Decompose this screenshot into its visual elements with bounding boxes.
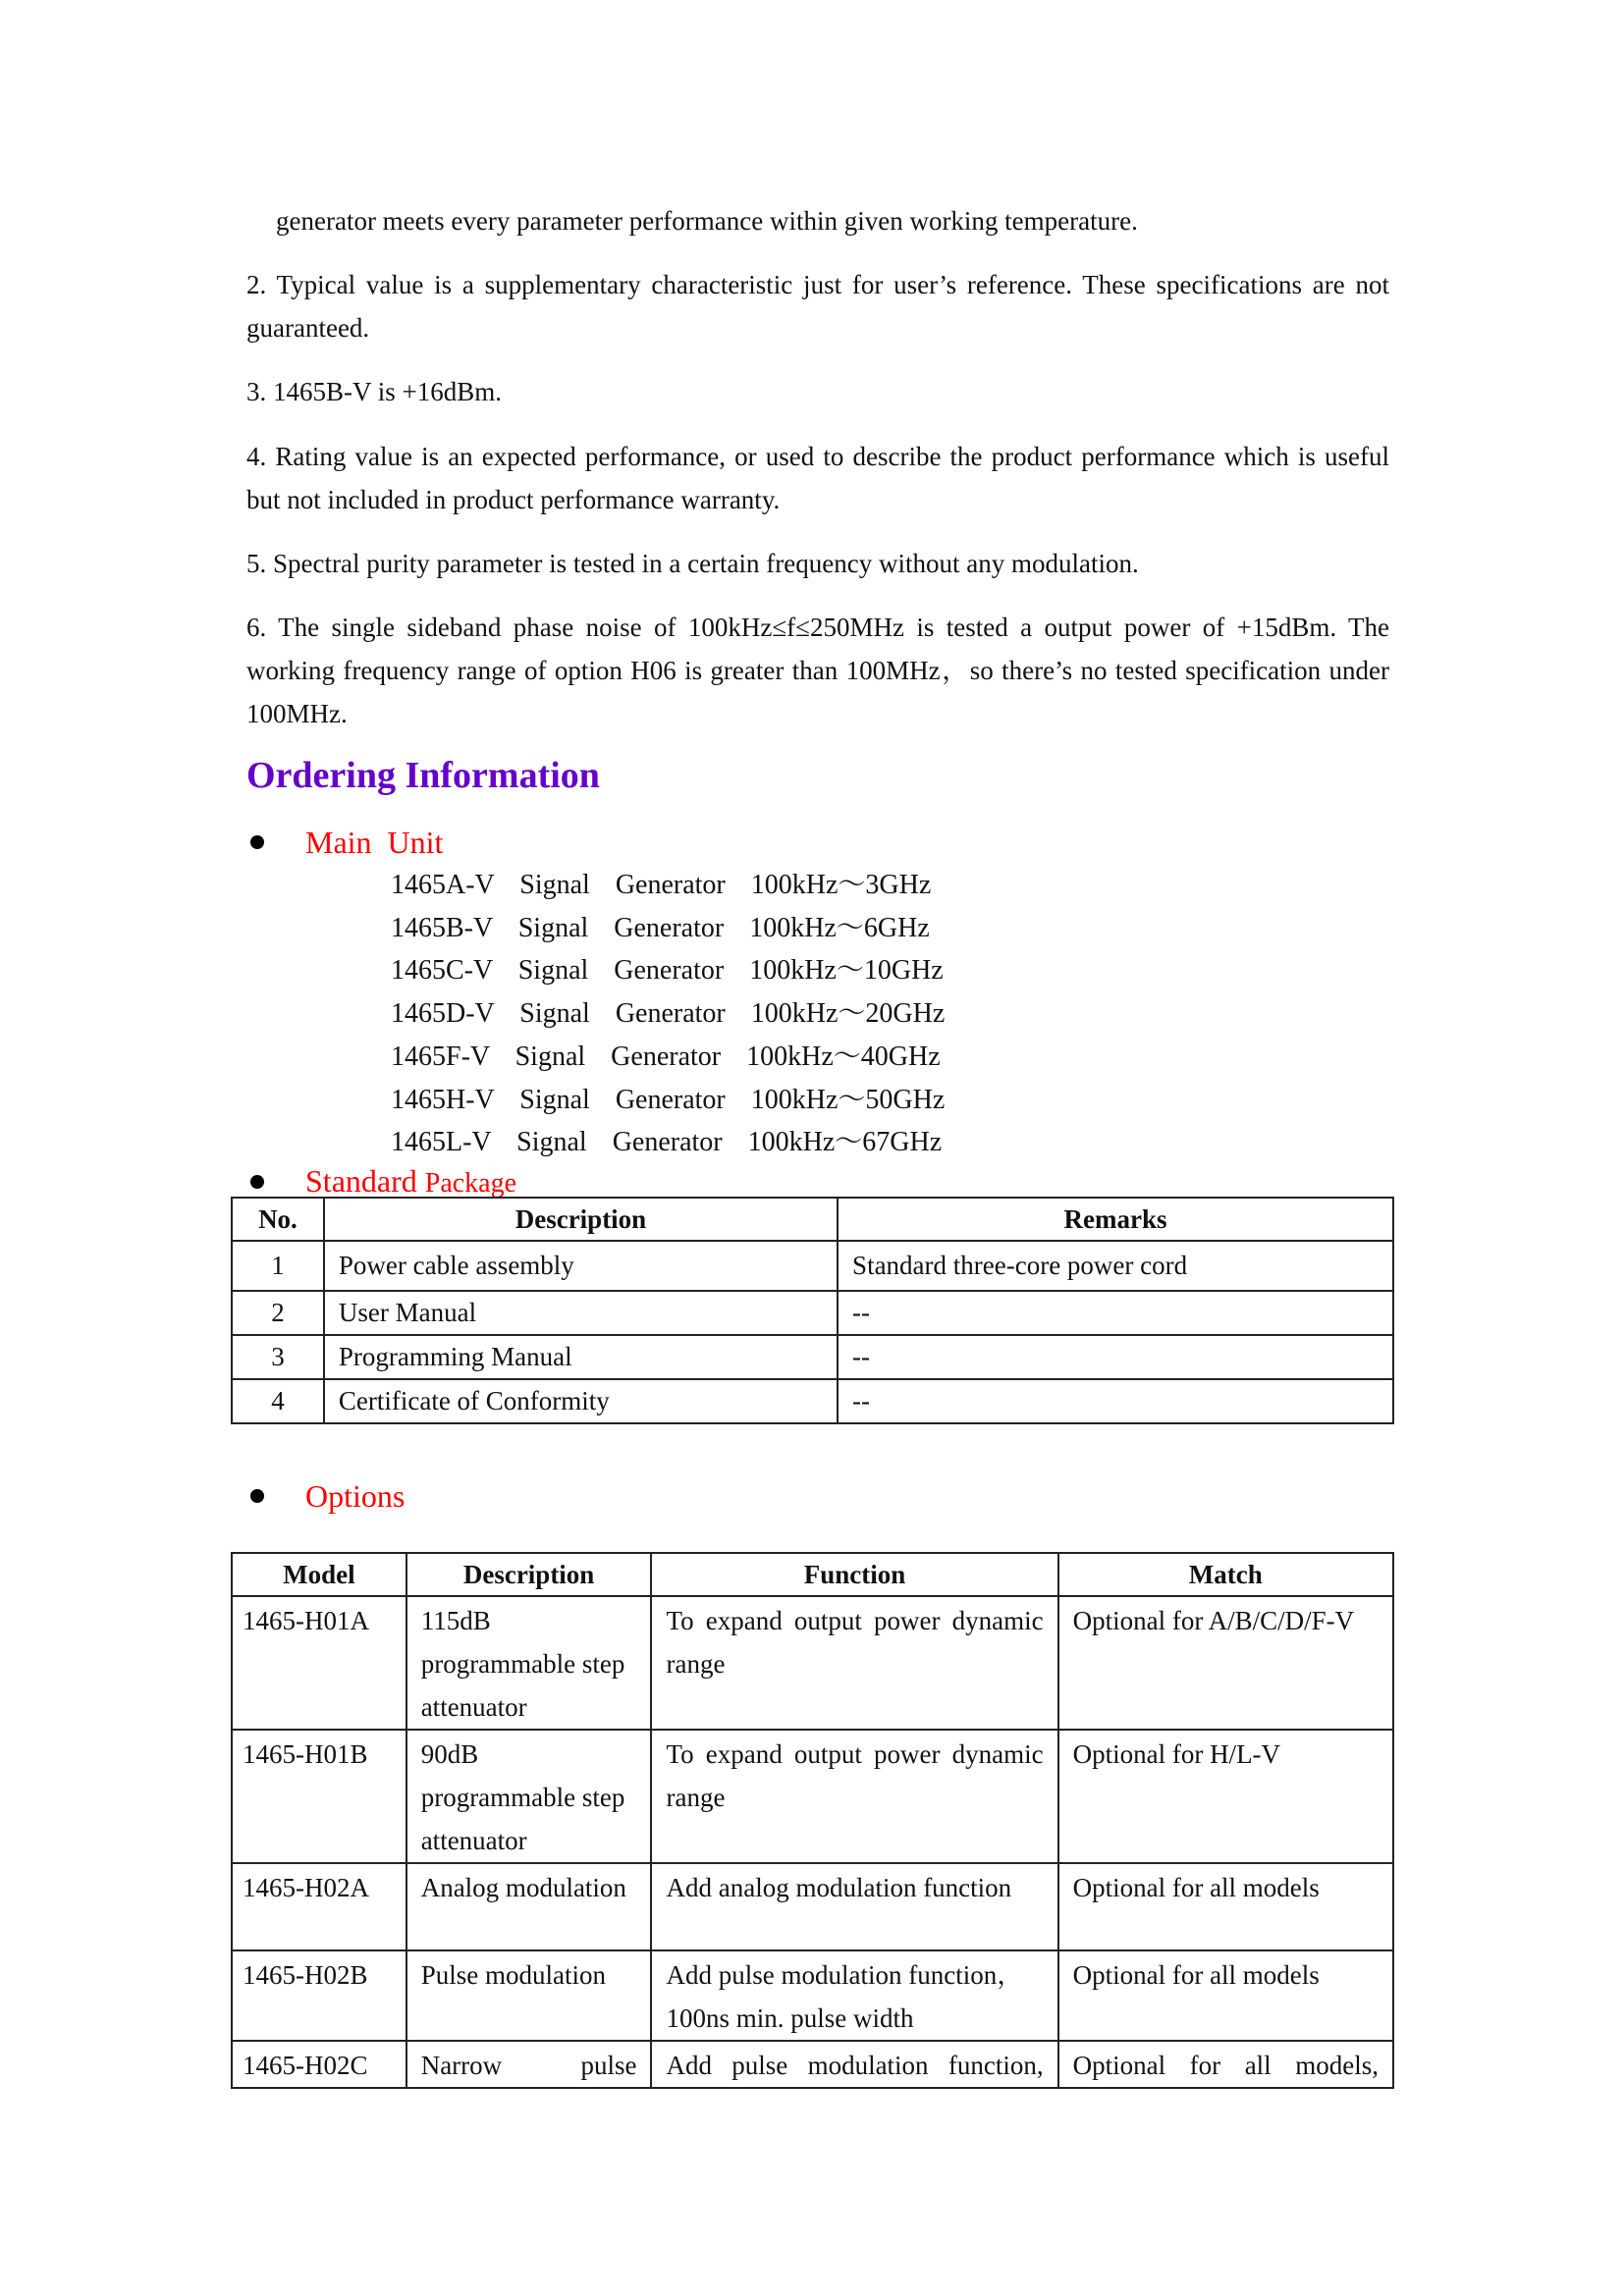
table-row: [232, 1950, 1393, 2041]
main-unit-list: [391, 864, 945, 1164]
table-row: [232, 1241, 1393, 1291]
standard-package-section: [246, 1164, 516, 1200]
table-row: [232, 1863, 1393, 1950]
cell-description: Power cable assembly: [324, 1241, 838, 1291]
bullet-icon: [250, 1175, 264, 1189]
ordering-information-heading: Ordering Information: [246, 755, 600, 796]
list-item: 1465A-V Signal Generator 100kHz～3GHz: [391, 870, 932, 900]
cell-description: Programming Manual: [324, 1335, 838, 1379]
table-row: [232, 1596, 1393, 1730]
cell-model: 1465-H02A: [232, 1863, 406, 1950]
cell-match: Optional for all models,: [1058, 2041, 1393, 2088]
header-model: Model: [232, 1553, 406, 1596]
standard-package-table: [231, 1197, 1394, 1424]
table-header-row: [232, 1553, 1393, 1596]
note-2: 2. Typical value is a supplementary characteristic just for user’s reference. These specifications are not guaranteed.: [246, 270, 1389, 343]
header-description: Description: [324, 1198, 838, 1241]
cell-description: 90dB programmable step attenuator: [406, 1730, 652, 1863]
cell-no: 3: [232, 1335, 324, 1379]
options-section: [246, 1474, 405, 1518]
note-5: 5. Spectral purity parameter is tested in a certain frequency without any modulation.: [246, 549, 1139, 578]
list-item: 1465C-V Signal Generator 100kHz～10GHz: [391, 955, 944, 987]
main-unit-label: Main Unit: [305, 825, 444, 860]
note-3: 3. 1465B-V is +16dBm.: [246, 377, 503, 406]
note-6: 6. The single sideband phase noise of 100kHz≤f≤250MHz is tested a output power of +15dBm. The working frequency range of option H06 is greater than 100MHz，so there’s no tested specification under 100MHz.: [246, 613, 1389, 728]
note-4: 4. Rating value is an expected performance, or used to describe the product performance which is useful but not included in product performance warranty.: [246, 442, 1389, 514]
bullet-icon: [250, 1489, 264, 1503]
cell-remarks: --: [838, 1335, 1393, 1379]
header-function: Function: [651, 1553, 1057, 1596]
bullet-icon: [250, 835, 264, 849]
cell-function: Add pulse modulation function,: [651, 2041, 1057, 2088]
header-no: No.: [232, 1198, 324, 1241]
cell-remarks: --: [838, 1291, 1393, 1335]
main-unit-section: [246, 821, 443, 864]
cell-match: Optional for H/L-V: [1058, 1730, 1393, 1863]
cell-description: Certificate of Conformity: [324, 1379, 838, 1423]
cell-description: Pulse modulation: [406, 1950, 652, 2041]
note-continuation: generator meets every parameter performance within given working temperature.: [276, 206, 1138, 236]
table-header-row: [232, 1198, 1393, 1241]
table-row: [232, 1379, 1393, 1423]
cell-function: Add pulse modulation function，100ns min. pulse width: [651, 1950, 1057, 2041]
header-remarks: Remarks: [838, 1198, 1393, 1241]
cell-model: 1465-H02C: [232, 2041, 406, 2088]
table-row: [232, 1291, 1393, 1335]
cell-match: Optional for all models: [1058, 1863, 1393, 1950]
cell-no: 2: [232, 1291, 324, 1335]
header-match: Match: [1058, 1553, 1393, 1596]
cell-function: To expand output power dynamic range: [651, 1730, 1057, 1863]
cell-match: Optional for A/B/C/D/F-V: [1058, 1596, 1393, 1730]
list-item: 1465D-V Signal Generator 100kHz～20GHz: [391, 998, 946, 1030]
cell-model: 1465-H01B: [232, 1730, 406, 1863]
list-item: 1465F-V Signal Generator 100kHz～40GHz: [391, 1041, 941, 1072]
list-item: 1465H-V Signal Generator 100kHz～50GHz: [391, 1084, 946, 1115]
options-label: Options: [305, 1478, 406, 1514]
cell-no: 1: [232, 1241, 324, 1291]
options-table: [231, 1552, 1394, 2089]
cell-function: To expand output power dynamic range: [651, 1596, 1057, 1730]
cell-no: 4: [232, 1379, 324, 1423]
cell-remarks: Standard three-core power cord: [838, 1241, 1393, 1291]
list-item: 1465L-V Signal Generator 100kHz～67GHz: [391, 1127, 943, 1158]
standard-label-small: Package: [424, 1167, 517, 1199]
cell-match: Optional for all models: [1058, 1950, 1393, 2041]
cell-description: 115dB programmable step attenuator: [406, 1596, 652, 1730]
cell-function: Add analog modulation function: [651, 1863, 1057, 1950]
cell-description: Narrow pulse: [406, 2041, 652, 2088]
cell-remarks: --: [838, 1379, 1393, 1423]
cell-model: 1465-H02B: [232, 1950, 406, 2041]
standard-label-main: Standard: [305, 1162, 417, 1199]
header-description: Description: [406, 1553, 652, 1596]
cell-description: Analog modulation: [406, 1863, 652, 1950]
list-item: 1465B-V Signal Generator 100kHz～6GHz: [391, 912, 930, 943]
table-row: [232, 2041, 1393, 2088]
table-row: [232, 1335, 1393, 1379]
cell-model: 1465-H01A: [232, 1596, 406, 1730]
cell-description: User Manual: [324, 1291, 838, 1335]
table-row: [232, 1730, 1393, 1863]
